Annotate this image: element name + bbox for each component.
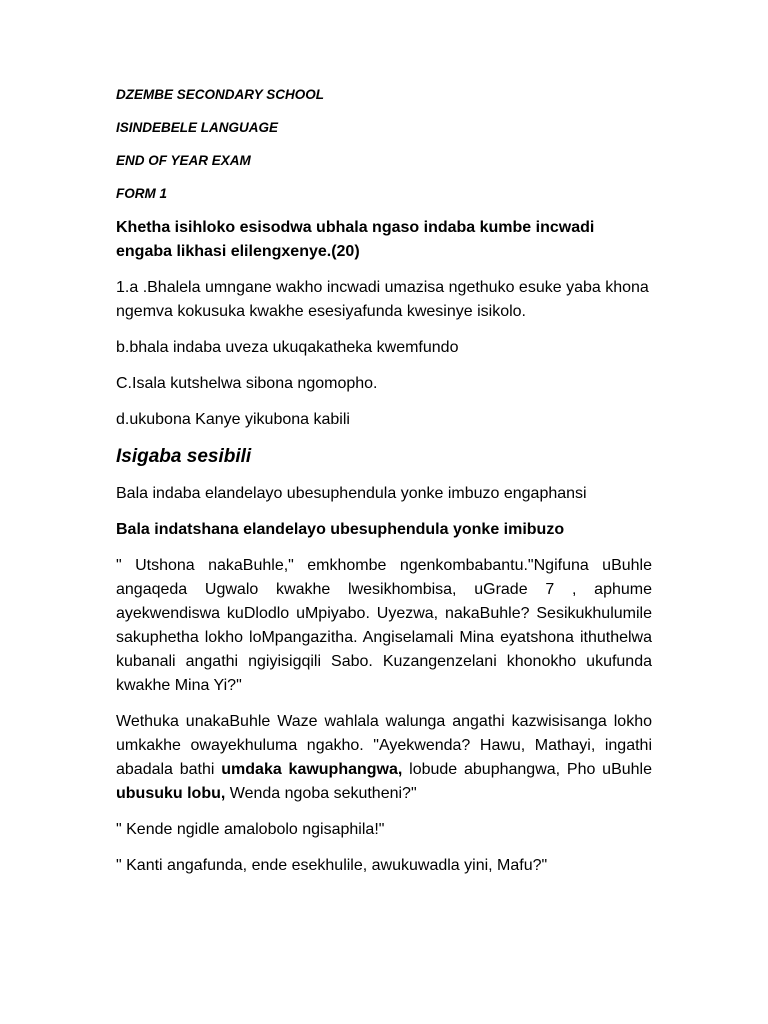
question-1d: d.ukubona Kanye yikubona kabili (116, 411, 350, 428)
section2-instruction-1: Bala indaba elandelayo ubesuphendula yonke imbuzo engaphansi (116, 485, 587, 502)
story-paragraph-2-part2: lobude abuphangwa, Pho uBuhle (402, 761, 653, 778)
section2-instruction-2: Bala indatshana elandelayo ubesuphendula yonke imibuzo (116, 521, 565, 538)
story-paragraph-3: " Kende ngidle amalobolo ngisaphila!" (116, 821, 385, 838)
question-1b: b.bhala indaba uveza ukuqakatheka kwemfundo (116, 339, 459, 356)
school-name: DZEMBE SECONDARY SCHOOL (116, 87, 325, 102)
story-paragraph-2 (116, 710, 652, 806)
question-1a: 1.a .Bhalela umngane wakho incwadi umazisa ngethuko esuke yaba khona ngemva kokusuka kwakhe esesiyafunda kwesinye isikolo. (116, 279, 649, 320)
subject-name: ISINDEBELE LANGUAGE (116, 120, 279, 135)
story-paragraph-2-bold1: umdaka kawuphangwa, (221, 761, 403, 778)
story-paragraph-4: " Kanti angafunda, ende esekhulile, awukuwadla yini, Mafu?" (116, 857, 548, 874)
section1-instruction: Khetha isihloko esisodwa ubhala ngaso indaba kumbe incwadi engaba likhasi elilengxenye.(20) (116, 219, 595, 260)
story-paragraph-2-part1: Wethuka unakaBuhle Waze wahlala walunga angathi kazwisisanga lokho umkakhe owayekhuluma ngakho. "Ayekwenda? Hawu, Mathayi, ingathi abadala bathi (116, 713, 652, 778)
question-1c: C.Isala kutshelwa sibona ngomopho. (116, 375, 378, 392)
form-level: FORM 1 (116, 186, 168, 201)
story-paragraph-1: " Utshona nakaBuhle," emkhombe ngenkombabantu."Ngifuna uBuhle angaqeda Ugwalo kwakhe lwesikhombisa, uGrade 7 , aphume ayekwendiswa kuDlodlo uMpiyabo. Uyezwa, nakaBuhle? Sesikukhulumile sakuphetha lokho loMpangazitha. Angiselamali Mina eyatshona ithuthelwa kubanali angathi ngiyisigqili Sabo. Kuzangenzelani khonokho ukufunda kwakhe Mina Yi?" (116, 557, 652, 694)
section2-title: Isigaba sesibili (116, 446, 252, 467)
story-paragraph-2-bold2: ubusuku lobu, (116, 785, 226, 802)
story-paragraph-2-part3: Wenda ngoba sekutheni?" (225, 785, 417, 802)
exam-name: END OF YEAR EXAM (116, 153, 251, 168)
